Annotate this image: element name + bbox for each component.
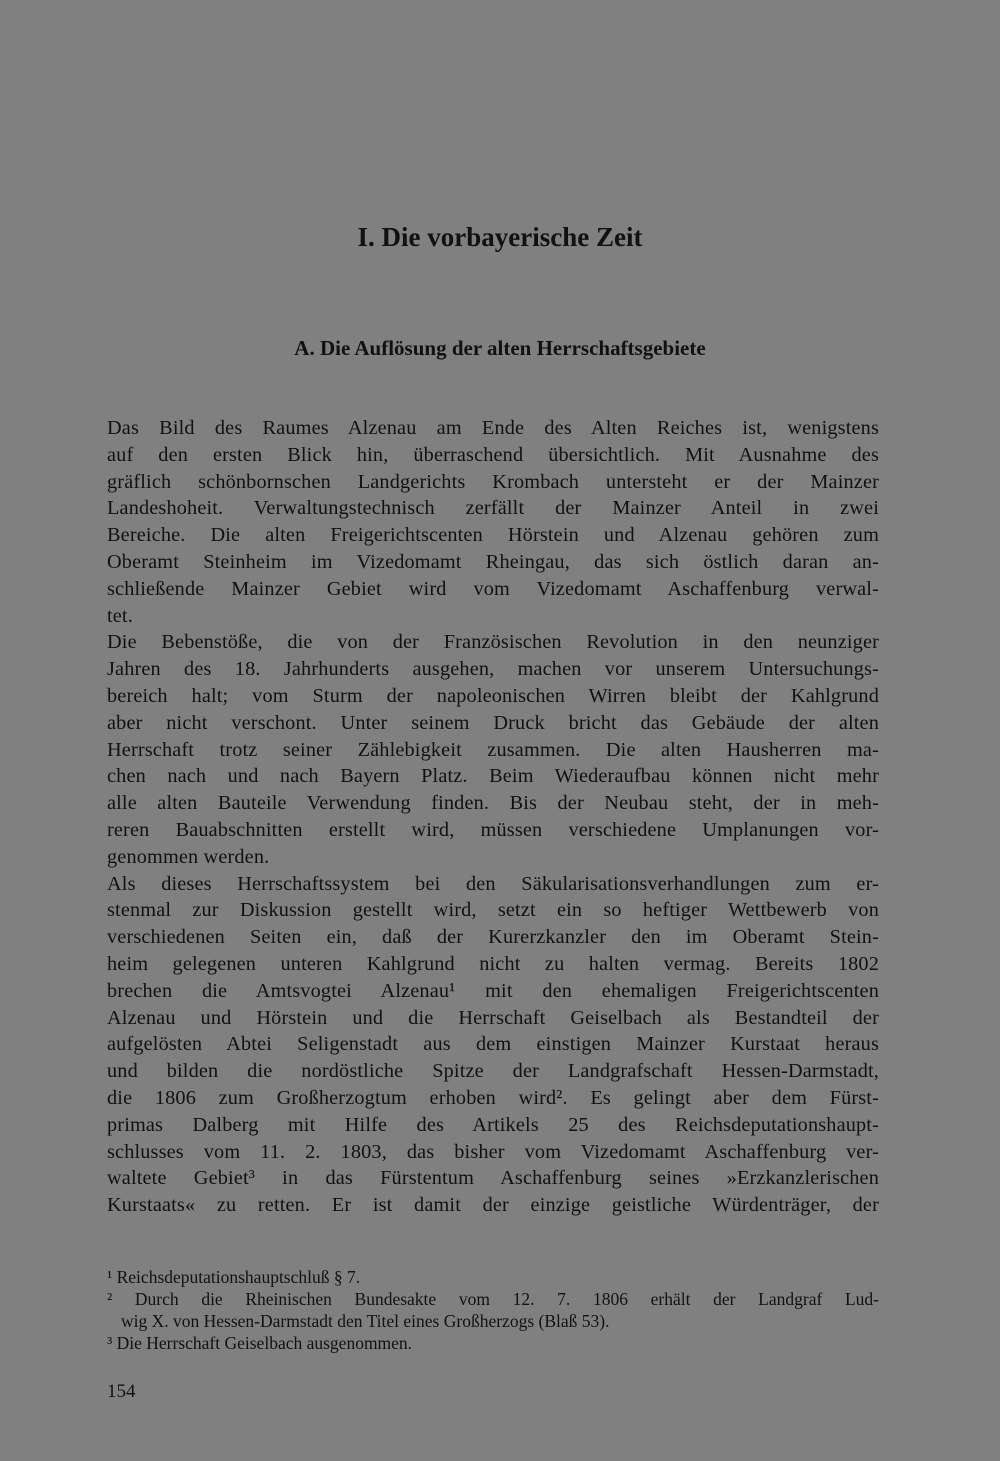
text-line: reren Bauabschnitten erstellt wird, müssen verschiedene Umplanungen vor-: [107, 818, 879, 841]
text-line: genommen werden.: [107, 845, 270, 868]
text-line: tet.: [107, 604, 133, 627]
text-line: Als dieses Herrschaftssystem bei den Säkularisationsverhandlungen zum er-: [107, 872, 879, 895]
text-line: aber nicht verschont. Unter seinem Druck bricht das Gebäude der alten: [107, 711, 879, 734]
text-line: aufgelösten Abtei Seligenstadt aus dem einstigen Mainzer Kurstaat heraus: [107, 1033, 879, 1056]
text-line: und bilden die nordöstliche Spitze der Landgrafschaft Hessen-Darmstadt,: [107, 1060, 879, 1083]
text-line: bereich halt; vom Sturm der napoleonischen Wirren bleibt der Kahlgrund: [107, 684, 879, 707]
text-line: alle alten Bauteile Verwendung finden. Bis der Neubau steht, der in meh-: [107, 792, 879, 815]
text-line: schließende Mainzer Gebiet wird vom Vizedomamt Aschaffenburg verwal-: [107, 577, 879, 600]
body-text: [107, 415, 879, 1219]
text-line: Kurstaats« zu retten. Er ist damit der einzige geistliche Würdenträger, der: [107, 1194, 879, 1217]
text-line: auf den ersten Blick hin, überraschend übersichtlich. Mit Ausnahme des: [107, 443, 879, 466]
footnote-3: [107, 1332, 879, 1354]
paragraph-2: [107, 629, 879, 870]
page-number: 154: [107, 1381, 136, 1402]
footnote-line: ¹ Reichsdeputationshauptschluß § 7.: [107, 1267, 361, 1287]
paragraph-3: [107, 871, 879, 1219]
footnote-1: [107, 1266, 879, 1288]
text-line: primas Dalberg mit Hilfe des Artikels 25 des Reichsdeputationshaupt-: [107, 1113, 879, 1136]
text-line: chen nach und nach Bayern Platz. Beim Wiederaufbau können nicht mehr: [107, 765, 879, 788]
footnotes: [107, 1266, 879, 1354]
text-line: schlusses vom 11. 2. 1803, das bisher vom Vizedomamt Aschaffenburg ver-: [107, 1140, 879, 1163]
text-line: Jahren des 18. Jahrhunderts ausgehen, machen vor unserem Untersuchungs-: [107, 658, 879, 681]
text-line: Landeshoheit. Verwaltungstechnisch zerfällt der Mainzer Anteil in zwei: [107, 497, 879, 520]
text-line: Das Bild des Raumes Alzenau am Ende des Alten Reiches ist, wenigstens: [107, 417, 879, 439]
footnote-line: ³ Die Herrschaft Geiselbach ausgenommen.: [107, 1333, 413, 1353]
text-line: verschiedenen Seiten ein, daß der Kurerzkanzler den im Oberamt Stein-: [107, 926, 879, 949]
footnote-line: ² Durch die Rheinischen Bundesakte vom 12. 7. 1806 erhält der Landgraf Lud-: [107, 1289, 879, 1309]
text-line: die 1806 zum Großherzogtum erhoben wird². Es gelingt aber dem Fürst-: [107, 1086, 879, 1109]
text-line: heim gelegenen unteren Kahlgrund nicht zu halten vermag. Bereits 1802: [107, 952, 879, 975]
text-line: brechen die Amtsvogtei Alzenau¹ mit den ehemaligen Freigerichtscenten: [107, 979, 879, 1002]
section-title: A. Die Auflösung der alten Herrschaftsgebiete: [294, 336, 706, 360]
footnote-line: wig X. von Hessen-Darmstadt den Titel eines Großherzogs (Blaß 53).: [121, 1311, 610, 1331]
text-line: waltete Gebiet³ in das Fürstentum Aschaffenburg seines »Erzkanzlerischen: [107, 1167, 879, 1190]
text-line: Die Bebenstöße, die von der Französischen Revolution in den neunziger: [107, 631, 879, 654]
text-line: gräflich schönbornschen Landgerichts Krombach untersteht er der Mainzer: [107, 470, 879, 493]
chapter-title: I. Die vorbayerische Zeit: [357, 222, 643, 252]
text-line: stenmal zur Diskussion gestellt wird, setzt ein so heftiger Wettbewerb von: [107, 899, 879, 922]
text-line: Herrschaft trotz seiner Zählebigkeit zusammen. Die alten Hausherren ma-: [107, 738, 879, 761]
text-line: Oberamt Steinheim im Vizedomamt Rheingau, das sich östlich daran an-: [107, 550, 879, 573]
text-line: Alzenau und Hörstein und die Herrschaft Geiselbach als Bestandteil der: [107, 1006, 879, 1029]
footnote-2: [107, 1288, 879, 1332]
paragraph-1: [107, 415, 879, 629]
text-line: Bereiche. Die alten Freigerichtscenten Hörstein und Alzenau gehören zum: [107, 524, 879, 547]
